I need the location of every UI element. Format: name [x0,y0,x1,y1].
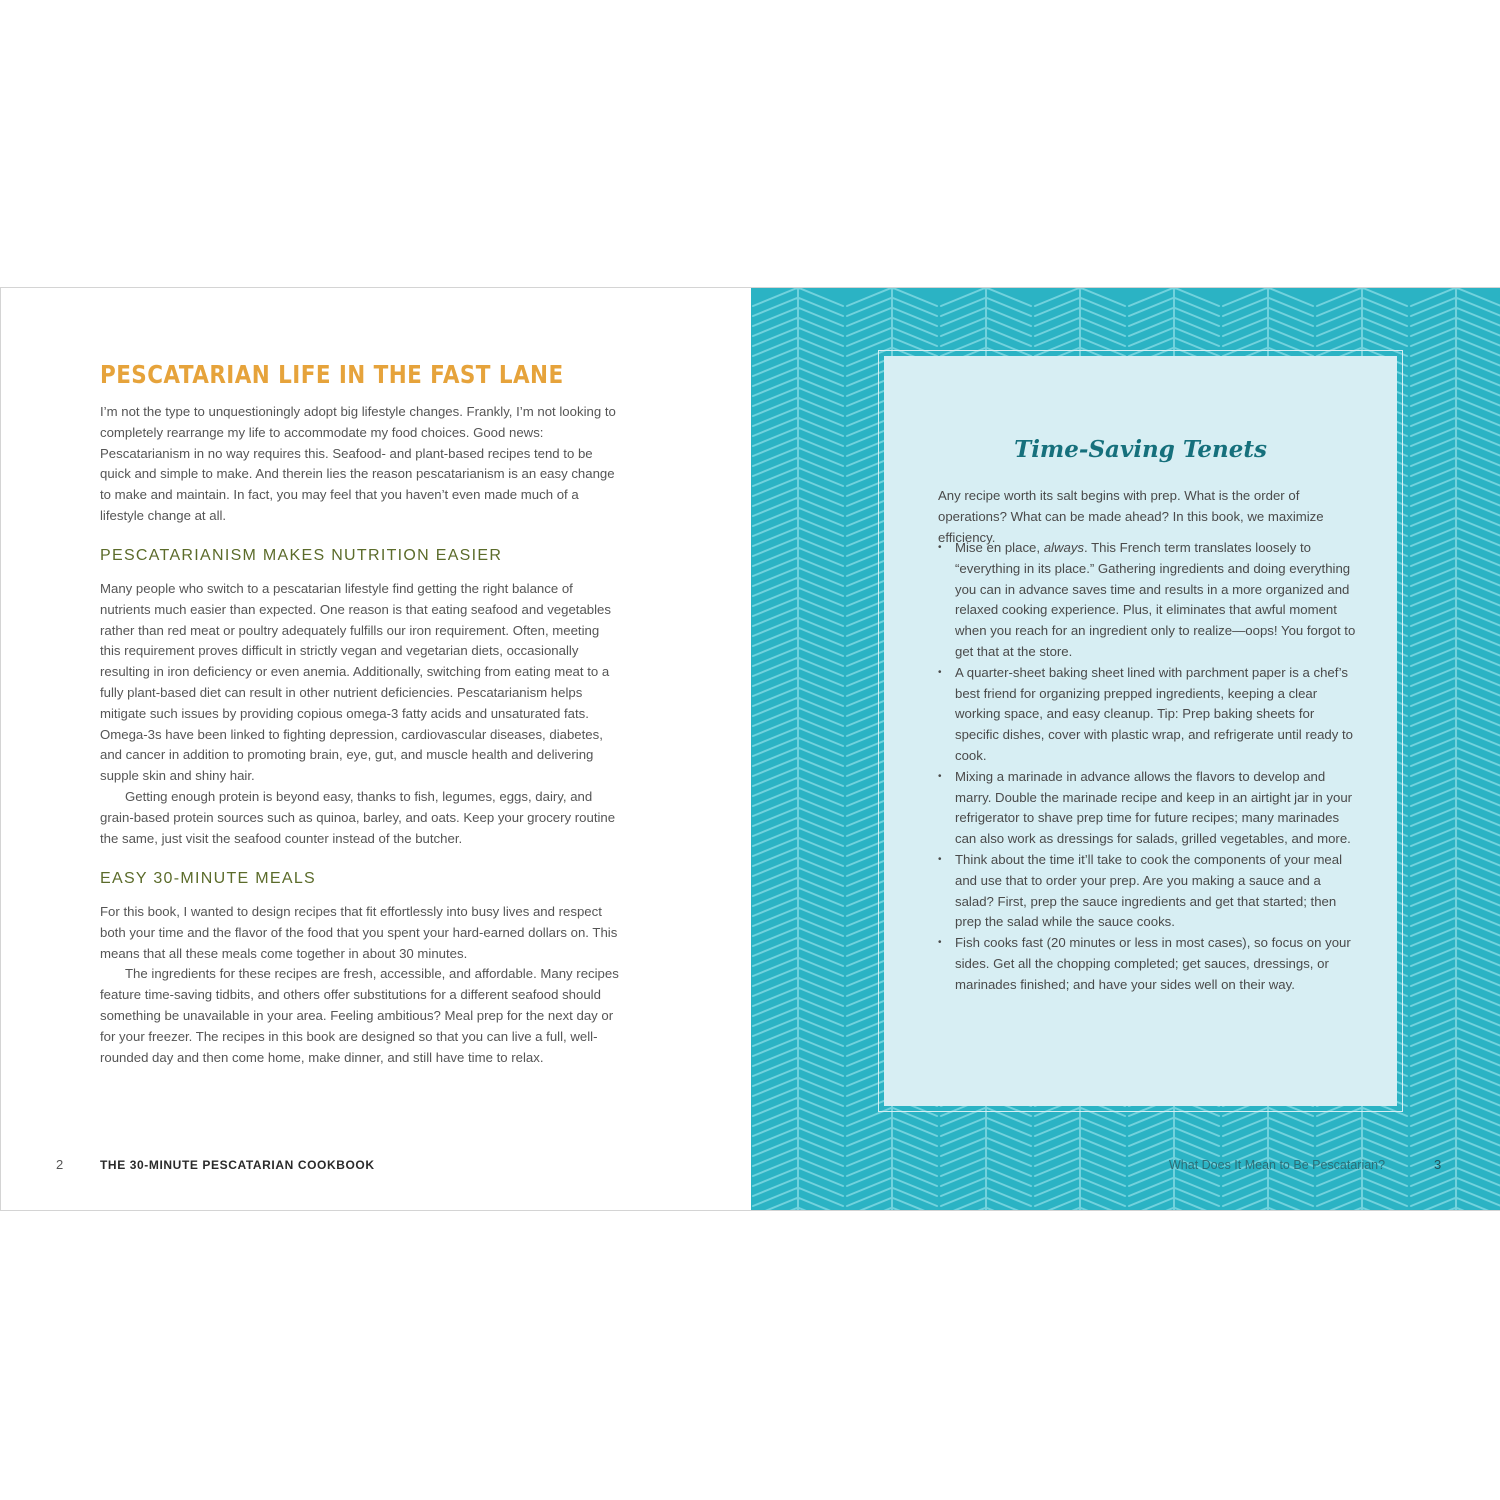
left-page [0,288,751,1210]
tips-sidebar [884,356,1397,1106]
tip-item: • Mise en place, always. This French term translates loosely to “everything in its place.” Gathering ingredients and doing everything you can in advance saves time and results in a more organized and relaxed cooking experience. Plus, it eliminates that awful moment when you reach for an ingredient only to realize—oops! You forgot to get that at the store. [938,538,1358,663]
page-number-left: 2 [56,1157,64,1172]
book-spread [0,287,1500,1211]
page-number-right: 3 [1434,1157,1442,1172]
tip-item: • Fish cooks fast (20 minutes or less in most cases), so focus on your sides. Get all the chopping completed; get sauces, dressings, or marinades finished; and have your sides well on their way. [938,933,1358,995]
nutrition-paragraph: Many people who switch to a pescatarian lifestyle find getting the right balance of nutrients much easier than expected. One reason is that eating seafood and vegetables rather than red meat or poultry adequately fulfills our iron requirement. Often, meeting this requirement proves difficult in strictly vegan and vegetarian diets, occasionally resulting in iron deficiency or even anemia. Additionally, switching from eating meat to a fully plant-based diet can result in other nutrient deficiencies. Pescatarianism helps mitigate such issues by providing copious omega-3 fatty acids and unsaturated fats. Omega-3s have been linked to fighting depression, cardiovascular diseases, diabetes, and cancer in addition to promoting brain, eye, gut, and muscle health and delivering supple skin and shiny hair. [100,581,611,784]
chapter-heading: PESCATARIAN LIFE IN THE FAST LANE [100,360,564,389]
section-heading-meals: EASY 30-MINUTE MEALS [100,870,316,887]
section-body-meals [100,902,620,1068]
right-page [751,288,1500,1210]
section-heading-nutrition: PESCATARIANISM MAKES NUTRITION EASIER [100,547,503,564]
tip-item: • Mixing a marinade in advance allows the flavors to develop and marry. Double the marinade recipe and keep in an airtight jar in your refrigerator to shave prep time for future recipes; many marinades can also work as dressings for salads, grilled vegetables, and more. [938,767,1358,850]
intro-paragraph: I’m not the type to unquestioningly adopt big lifestyle changes. Frankly, I’m not looking to completely rearrange my life to accommodate my food choices. Good news: Pescatarianism in no way requires this. Seafood- and plant-based recipes tend to be quick and simple to make. And therein lies the reason pescatarianism is an easy change to make and maintain. In fact, you may feel that you haven’t even made much of a lifestyle change at all. [100,404,616,523]
running-head-left: THE 30-MINUTE PESCATARIAN COOKBOOK [100,1158,375,1172]
sidebar-intro: Any recipe worth its salt begins with prep. What is the order of operations? What can be made ahead? In this book, we maximize efficiency. [938,488,1324,545]
tips-list [938,538,1358,996]
ingredients-paragraph: The ingredients for these recipes are fresh, accessible, and affordable. Many recipes feature time-saving tidbits, and others offer substitutions for a different seafood should something be unavailable in your area. Feeling ambitious? Meal prep for the next day or for your freezer. The recipes in this book are designed so that you can live a full, well-rounded day and then come home, make dinner, and still have time to relax. [100,966,619,1065]
running-head-right: What Does It Mean to Be Pescatarian? [1169,1158,1386,1172]
tip-emphasis: always [1043,540,1085,555]
tip-item: • A quarter-sheet baking sheet lined with parchment paper is a chef’s best friend for organizing prepped ingredients, keeping a clear working space, and easy cleanup. Tip: Prep baking sheets for specific dishes, cover with plastic wrap, and refrigerate until ready to cook. [938,663,1358,767]
tip-item: • Think about the time it’ll take to cook the components of your meal and use that to order your prep. Are you making a sauce and a salad? First, prep the sauce ingredients and get that started; then prep the salad while the sauce cooks. [938,850,1358,933]
protein-paragraph: Getting enough protein is beyond easy, thanks to fish, legumes, eggs, dairy, and grain-based protein sources such as quinoa, barley, and oats. Keep your grocery routine the same, just visit the seafood counter instead of the butcher. [100,788,616,846]
sidebar-title: Time-Saving Tenets [1014,436,1267,463]
section-body-nutrition [100,579,620,849]
meals-paragraph: For this book, I wanted to design recipes that fit effortlessly into busy lives and respect both your time and the flavor of the food that you spent your hard-earned dollars on. This means that all these meals come together in about 30 minutes. [100,904,618,961]
